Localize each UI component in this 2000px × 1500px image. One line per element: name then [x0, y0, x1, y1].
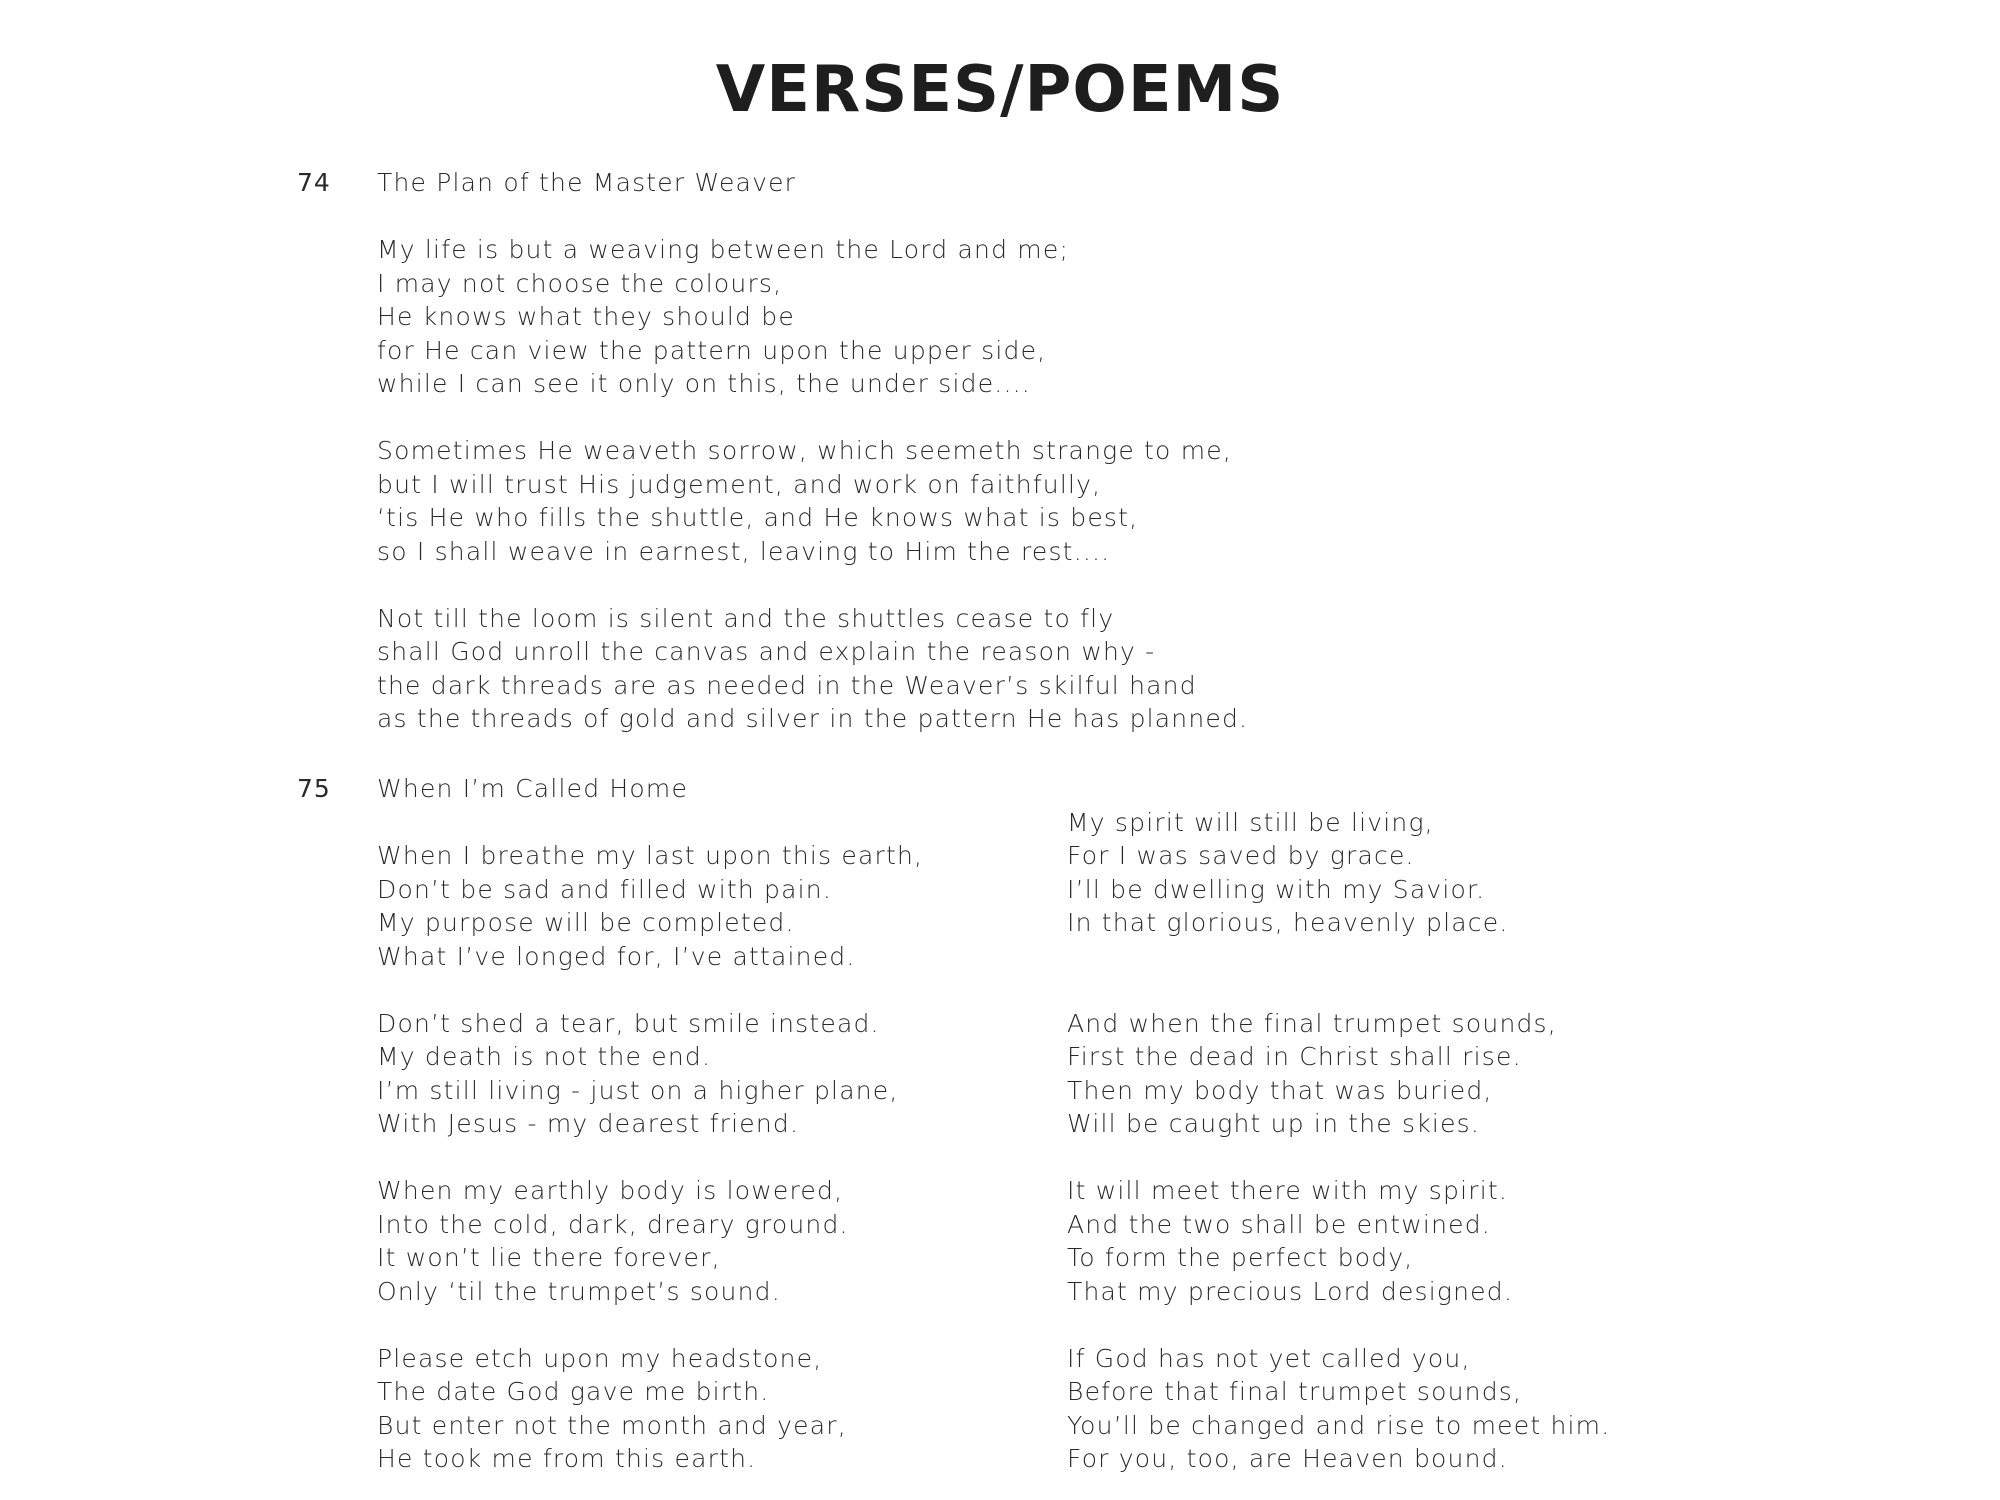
page-title: VERSES/POEMS — [715, 53, 1285, 127]
poem-line: And when the final trumpet sounds, — [1067, 1008, 1557, 1038]
stanza — [377, 839, 923, 973]
poem-line: If God has not yet called you, — [1067, 1343, 1471, 1373]
poem-line: My purpose will be completed. — [377, 908, 795, 937]
poem-line: For you, too, are Heaven bound. — [1067, 1444, 1508, 1473]
poem-line: What I’ve longed for, I’ve attained. — [377, 941, 856, 971]
poem-line: I may not choose the colours, — [377, 268, 783, 298]
poem-75-right-column — [1067, 806, 1610, 1476]
poem-line: I’ll be dwelling with my Savior. — [1067, 874, 1486, 904]
poem-line: Not till the loom is silent and the shuttles cease to fly — [377, 603, 1115, 633]
stanza — [1067, 1174, 1610, 1308]
poem-line: Will be caught up in the skies. — [1067, 1109, 1481, 1138]
stanza — [377, 233, 1248, 401]
poem-line: And the two shall be entwined. — [1067, 1209, 1491, 1239]
poem-line: ‘tis He who fills the shuttle, and He knows what is best, — [377, 503, 1139, 532]
poem-line: Into the cold, dark, dreary ground. — [377, 1209, 849, 1239]
poem-line: My spirit will still be living, — [1067, 807, 1434, 837]
stanza — [1067, 806, 1610, 940]
poem-line: The date God gave me birth. — [377, 1377, 770, 1406]
poem-line: It won’t lie there forever, — [377, 1243, 721, 1272]
stanza — [1067, 1007, 1610, 1141]
poem-number-75: 75 — [297, 774, 331, 803]
stanza — [377, 1342, 923, 1476]
stanza — [1067, 1342, 1610, 1476]
poem-line: Then my body that was buried, — [1067, 1075, 1493, 1105]
poem-line: as the threads of gold and silver in the pattern He has planned. — [377, 704, 1249, 733]
poem-line: It will meet there with my spirit. — [1067, 1176, 1508, 1205]
poem-line: while I can see it only on this, the under side.... — [377, 369, 1031, 398]
poem-line: but I will trust His judgement, and work on faithfully, — [377, 469, 1102, 499]
poem-line: shall God unroll the canvas and explain the reason why - — [377, 637, 1156, 666]
poem-line: In that glorious, heavenly place. — [1067, 908, 1509, 937]
poem-74 — [377, 166, 1248, 736]
poem-line: For I was saved by grace. — [1067, 841, 1415, 870]
poem-line: You’ll be changed and rise to meet him. — [1067, 1410, 1611, 1440]
poem-line: With Jesus - my dearest friend. — [377, 1109, 800, 1138]
poem-line: the dark threads are as needed in the Weaver’s skilful hand — [377, 670, 1197, 700]
poem-line: When my earthly body is lowered, — [377, 1176, 844, 1205]
poem-line: Sometimes He weaveth sorrow, which seemeth strange to me, — [377, 436, 1232, 465]
poem-line: But enter not the month and year, — [377, 1410, 847, 1440]
poem-75-left-column — [377, 772, 923, 1476]
poem-line: Before that final trumpet sounds, — [1067, 1377, 1523, 1406]
poem-line: My life is but a weaving between the Lord and me; — [377, 235, 1070, 264]
stanza — [377, 1007, 923, 1141]
poem-line: Don’t shed a tear, but smile instead. — [377, 1008, 880, 1038]
poem-line: so I shall weave in earnest, leaving to Him the rest.... — [377, 536, 1111, 566]
poem-title: The Plan of the Master Weaver — [377, 168, 797, 197]
poem-line: My death is not the end. — [377, 1042, 712, 1071]
stanza — [377, 1174, 923, 1308]
poem-line: Only ‘til the trumpet’s sound. — [377, 1276, 781, 1306]
poem-line: First the dead in Christ shall rise. — [1067, 1042, 1522, 1071]
poem-line: To form the perfect body, — [1067, 1243, 1414, 1272]
poem-line: Don’t be sad and filled with pain. — [377, 874, 832, 904]
poem-line: He knows what they should be — [377, 302, 795, 331]
stanza — [377, 434, 1248, 568]
poem-line: When I breathe my last upon this earth, — [377, 841, 924, 870]
poem-line: He took me from this earth. — [377, 1444, 757, 1473]
poem-title: When I’m Called Home — [377, 774, 689, 803]
poem-line: That my precious Lord designed. — [1067, 1276, 1513, 1306]
poem-number-74: 74 — [297, 168, 331, 197]
stanza — [377, 602, 1248, 736]
poem-line: Please etch upon my headstone, — [377, 1343, 823, 1373]
poem-line: for He can view the pattern upon the upper side, — [377, 335, 1047, 365]
poem-line: I’m still living - just on a higher plane, — [377, 1075, 899, 1105]
